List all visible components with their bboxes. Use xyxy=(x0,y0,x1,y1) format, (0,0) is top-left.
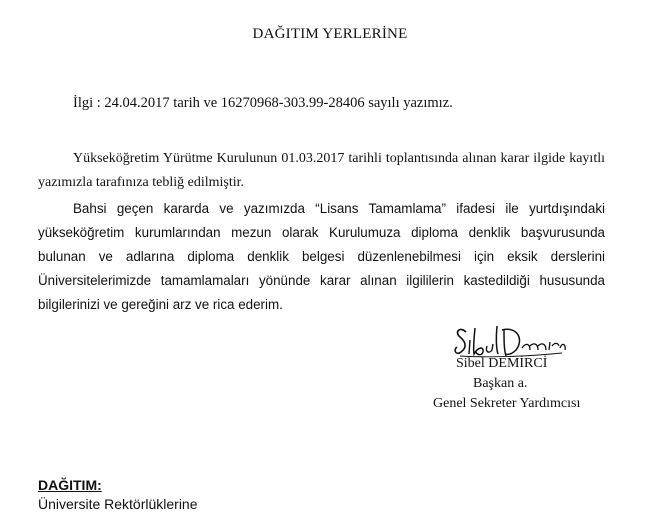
paragraph-decision: Yükseköğretim Yürütme Kurulunun 01.03.2017 tarihli toplantısında alınan karar ilgide kayıtlı yazımızla tarafınıza tebliğ edilmiştir. xyxy=(38,151,605,190)
signatory-name: Sibel DEMİRCİ xyxy=(456,356,548,371)
paragraph-clarification: Bahsi geçen kararda ve yazımızda “Lisans Tamamlama” ifadesi ile yurtdışındaki yükseköğretim kurumlarından mezun olarak Kurulumuza diploma denklik başvurusunda bulunan ve adlarına diploma denklik belgesi düzenlenebilmesi için eksik derslerini Üniversitelerimizde tamamlamaları yönünde karar alınan ilgililerin kastedildiği hususunda bilgilerinizi ve gereğini arz ve rica ederim. xyxy=(38,201,605,312)
signatory-title-deputy: Başkan a. xyxy=(473,376,528,391)
distribution-item: Üniversite Rektörlüklerine xyxy=(38,496,198,512)
reference-line: İlgi : 24.04.2017 tarih ve 16270968-303.99-28406 sayılı yazımız. xyxy=(73,95,453,111)
distribution-heading: DAĞITIM: xyxy=(38,477,102,493)
letter-title: DAĞITIM YERLERİNE xyxy=(252,26,408,42)
signatory-title-position: Genel Sekreter Yardımcısı xyxy=(433,396,581,411)
